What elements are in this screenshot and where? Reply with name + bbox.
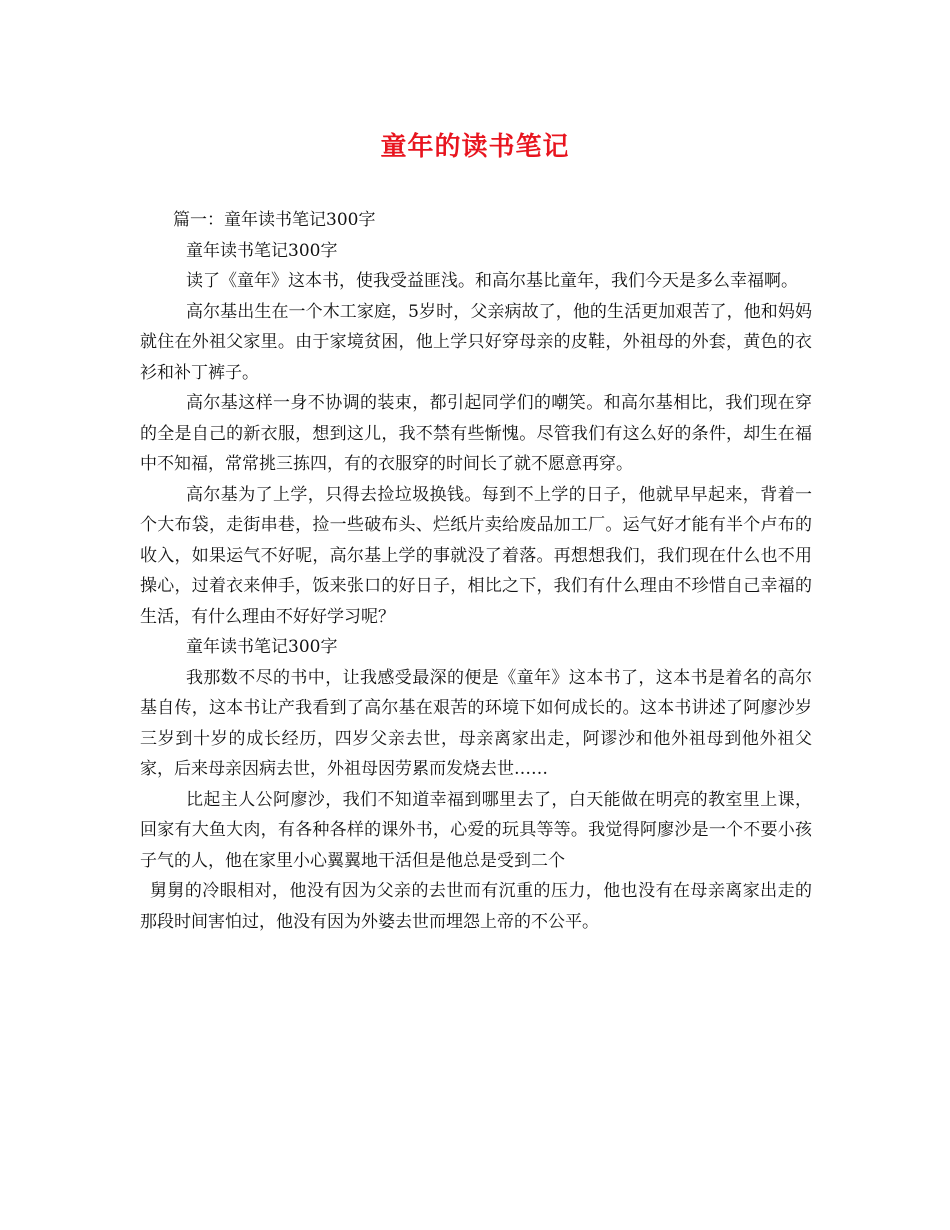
paragraph: 读了《童年》这本书，使我受益匪浅。和高尔基比童年，我们今天是多么幸福啊。 (186, 271, 798, 291)
section-heading: 篇一：童年读书笔记300字 (173, 210, 376, 230)
paragraph: 高尔基这样一身不协调的装束，都引起同学们的嘲笑。和高尔基相比，我们现在穿的全是自己的新衣服，想到这儿，我不禁有些惭愧。尽管我们有这么好的条件，却生在福中不知福，常常挑三拣四，有的衣服穿的时间长了就不愿意再穿。 (140, 393, 812, 474)
paragraph: 比起主人公阿廖沙，我们不知道幸福到哪里去了，白天能做在明亮的教室里上课，回家有大鱼大肉，有各种各样的课外书，心爱的玩具等等。我觉得阿廖沙是一个不要小孩子气的人，他在家里小心翼翼地干活但是他总是受到二个 (140, 789, 812, 871)
paragraph-continuation: 舅舅的冷眼相对，他没有因为父亲的去世而有沉重的压力，他也没有在母亲离家出走的那段时间害怕过，他没有因为外婆去世而埋怨上帝的不公平。 (140, 881, 812, 932)
document-title: 童年的读书笔记 (380, 132, 570, 162)
essay-subheading: 童年读书笔记300字 (186, 637, 338, 657)
document-body (140, 205, 812, 937)
paragraph: 我那数不尽的书中，让我感受最深的便是《童年》这本书了，这本书是着名的高尔基自传，这本书让产我看到了高尔基在艰苦的环境下如何成长的。这本书讲述了阿廖沙岁三岁到十岁的成长经历，四岁父亲去世，母亲离家出走，阿谬沙和他外祖母到他外祖父家，后来母亲因病去世，外祖母因劳累而发烧去世…… (140, 667, 812, 779)
essay-subheading: 童年读书笔记300字 (186, 240, 338, 261)
paragraph: 高尔基为了上学，只得去捡垃圾换钱。每到不上学的日子，他就早早起来，背着一个大布袋，走街串巷，捡一些破布头、烂纸片卖给废品加工厂。运气好才能有半个卢布的收入，如果运气不好呢，高尔基上学的事就没了着落。再想想我们，我们现在什么也不用操心，过着衣来伸手，饭来张口的好日子，相比之下，我们有什么理由不珍惜自己幸福的生活，有什么理由不好好学习呢？ (140, 484, 812, 627)
paragraph: 高尔基出生在一个木工家庭，5岁时，父亲病故了，他的生活更加艰苦了，他和妈妈就住在外祖父家里。由于家境贫困，他上学只好穿母亲的皮鞋，外祖母的外套，黄色的衣衫和补丁裤子。 (140, 301, 812, 383)
